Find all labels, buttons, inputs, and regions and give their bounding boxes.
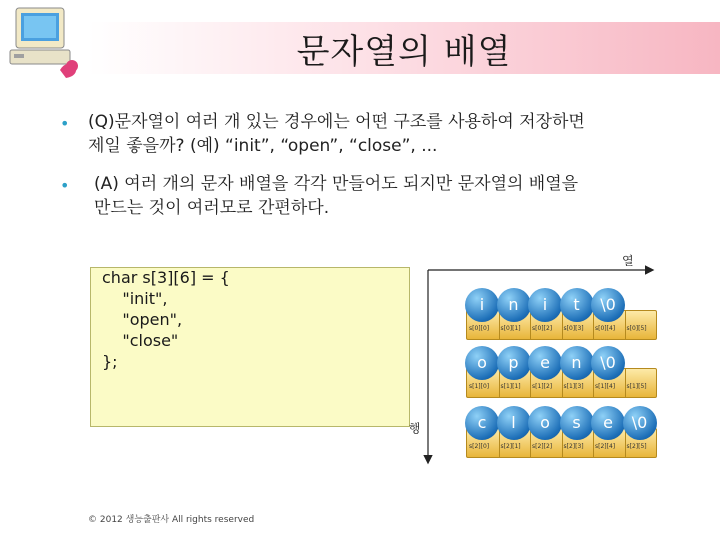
code-line: }; [102, 352, 118, 371]
cell-divider [562, 429, 563, 457]
cell-divider [562, 369, 563, 397]
char-ball: i [465, 288, 499, 322]
cell-index-label: s[0][1] [500, 325, 521, 332]
cell-divider [625, 369, 626, 397]
char-ball: o [465, 346, 499, 380]
cell-index-label: s[2][2] [532, 443, 553, 450]
char-ball: c [465, 406, 499, 440]
char-ball: o [528, 406, 562, 440]
cell-index-label: s[1][0] [469, 383, 490, 390]
char-ball: e [591, 406, 625, 440]
char-ball: \0 [623, 406, 657, 440]
cell-index-label: s[0][5] [626, 325, 647, 332]
bullet-question-line1: (Q)문자열이 여러 개 있는 경우에는 어떤 구조를 사용하여 저장하면 [88, 112, 585, 132]
cell-divider [625, 429, 626, 457]
char-ball: s [560, 406, 594, 440]
cell-divider [562, 311, 563, 339]
bullet-icon: • [60, 114, 70, 133]
cell-index-label: s[0][0] [469, 325, 490, 332]
bullet-icon: • [60, 176, 70, 195]
cell-divider [499, 429, 500, 457]
char-ball: t [560, 288, 594, 322]
cell-divider [499, 369, 500, 397]
cell-index-label: s[1][5] [626, 383, 647, 390]
bullet-answer-line1: (A) 여러 개의 문자 배열을 각각 만들어도 되지만 문자열의 배열을 [94, 174, 579, 194]
cell-index-label: s[0][3] [563, 325, 584, 332]
copyright-text: © 2012 생능출판사 All rights reserved [88, 515, 255, 525]
cell-index-label: s[1][1] [500, 383, 521, 390]
cell-index-label: s[2][3] [563, 443, 584, 450]
char-ball: l [497, 406, 531, 440]
char-ball: n [497, 288, 531, 322]
page-title: 문자열의 배열 [296, 32, 512, 72]
cell-index-label: s[1][4] [595, 383, 616, 390]
char-ball: \0 [591, 346, 625, 380]
char-ball: p [497, 346, 531, 380]
code-line: "close" [102, 331, 179, 350]
char-ball: e [528, 346, 562, 380]
bullet-question-line2: 제일 좋을까? (예) “init”, “open”, “close”, ... [88, 136, 438, 156]
cell-index-label: s[2][4] [595, 443, 616, 450]
column-axis-label: 열 [622, 254, 634, 268]
cell-index-label: s[0][2] [532, 325, 553, 332]
cell-divider [625, 311, 626, 339]
code-line: "init", [102, 289, 168, 308]
char-ball: i [528, 288, 562, 322]
row-axis-label: 행 [407, 422, 421, 434]
char-ball: \0 [591, 288, 625, 322]
cell-index-label: s[1][3] [563, 383, 584, 390]
code-line: char s[3][6] = { [102, 268, 230, 287]
bullet-answer-line2: 만드는 것이 여러모로 간편하다. [94, 198, 330, 218]
cell-index-label: s[2][5] [626, 443, 647, 450]
cell-index-label: s[1][2] [532, 383, 553, 390]
code-line: "open", [102, 310, 183, 329]
char-ball: n [560, 346, 594, 380]
cell-index-label: s[2][1] [500, 443, 521, 450]
cell-divider [499, 311, 500, 339]
cell-index-label: s[2][0] [469, 443, 490, 450]
cell-index-label: s[0][4] [595, 325, 616, 332]
